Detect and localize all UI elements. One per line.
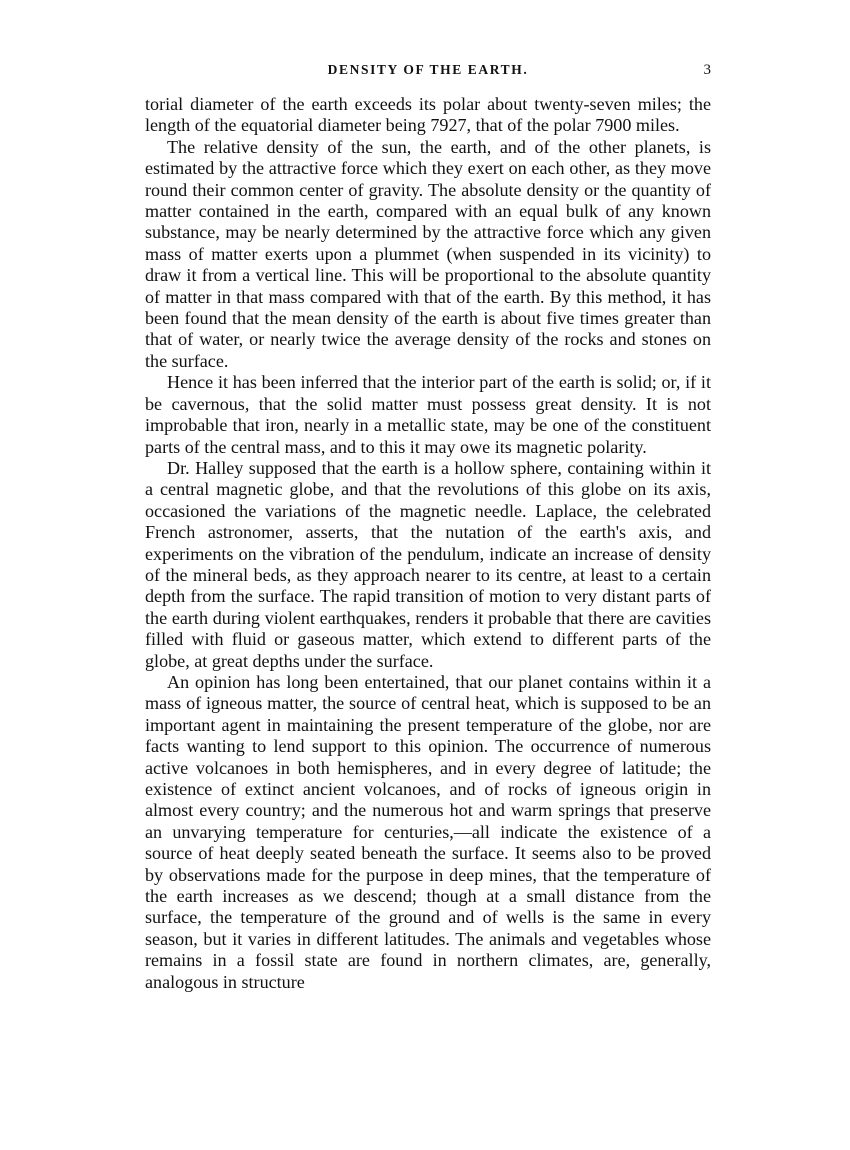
page-number: 3 [703, 62, 711, 78]
paragraph-halley-hollow-sphere: Dr. Halley supposed that the earth is a hollow sphere, containing within it a central magnetic globe, and that the revolutions of this globe on its axis, occasioned the variations of the magnetic needle. Laplace, the celebrated French astronomer, asserts, that the nutation of the earth's axis, and experiments on the vibration of the pendulum, indicate an increase of density of the mineral beds, as they approach nearer to its centre, at least to a certain depth from the surface. The rapid transition of motion to very distant parts of the earth during violent earthquakes, renders it probable that there are cavities filled with fluid or gaseous matter, which extend to different parts of the globe, at great depths under the surface. [145, 457, 711, 671]
running-title: DENSITY OF THE EARTH. [327, 62, 529, 77]
paragraph-continued: torial diameter of the earth exceeds its polar about twenty-seven miles; the length of the equatorial diameter being 7927, that of the polar 7900 miles. [145, 94, 711, 136]
paragraph-central-heat: An opinion has long been entertained, that our planet contains within it a mass of igneous matter, the source of central heat, which is supposed to be an important agent in maintaining the present temperature of the globe, nor are facts wanting to lend support to this opinion. The occurrence of numerous active volcanoes in both hemispheres, and in every degree of latitude; the existence of extinct ancient volcanoes, and of rocks of igneous origin in almost every country; and the numerous hot and warm springs that preserve an unvarying temperature for centuries,—all indicate the existence of a source of heat deeply seated beneath the surface. It seems also to be proved by observations made for the purpose in deep mines, that the temperature of the earth increases as we descend; though at a small distance from the surface, the temperature of the ground and of wells is the same in every season, but it varies in different latitudes. The animals and vegetables whose remains in a fossil state are found in northern climates, are, generally, analogous in structure [145, 671, 711, 992]
paragraph-relative-density: The relative density of the sun, the earth, and of the other planets, is estimated by the attractive force which they exert on each other, as they move round their common center of gravity. The absolute density or the quantity of matter contained in the earth, compared with an equal bulk of any known substance, may be nearly determined by the attractive force which any given mass of matter exerts upon a plummet (when suspended in its vicinity) to draw it from a vertical line. This will be proportional to the absolute quantity of matter in that mass compared with that of the earth. By this method, it has been found that the mean density of the earth is about five times greater than that of water, or nearly twice the average density of the rocks and stones on the surface. [145, 136, 711, 371]
paragraph-solid-interior: Hence it has been inferred that the interior part of the earth is solid; or, if it be cavernous, that the solid matter must possess great density. It is not improbable that iron, nearly in a metallic state, may be one of the constituent parts of the central mass, and to this it may owe its magnetic polarity. [145, 372, 711, 457]
running-head [145, 62, 711, 84]
book-page [145, 62, 711, 993]
body-text [145, 94, 711, 993]
